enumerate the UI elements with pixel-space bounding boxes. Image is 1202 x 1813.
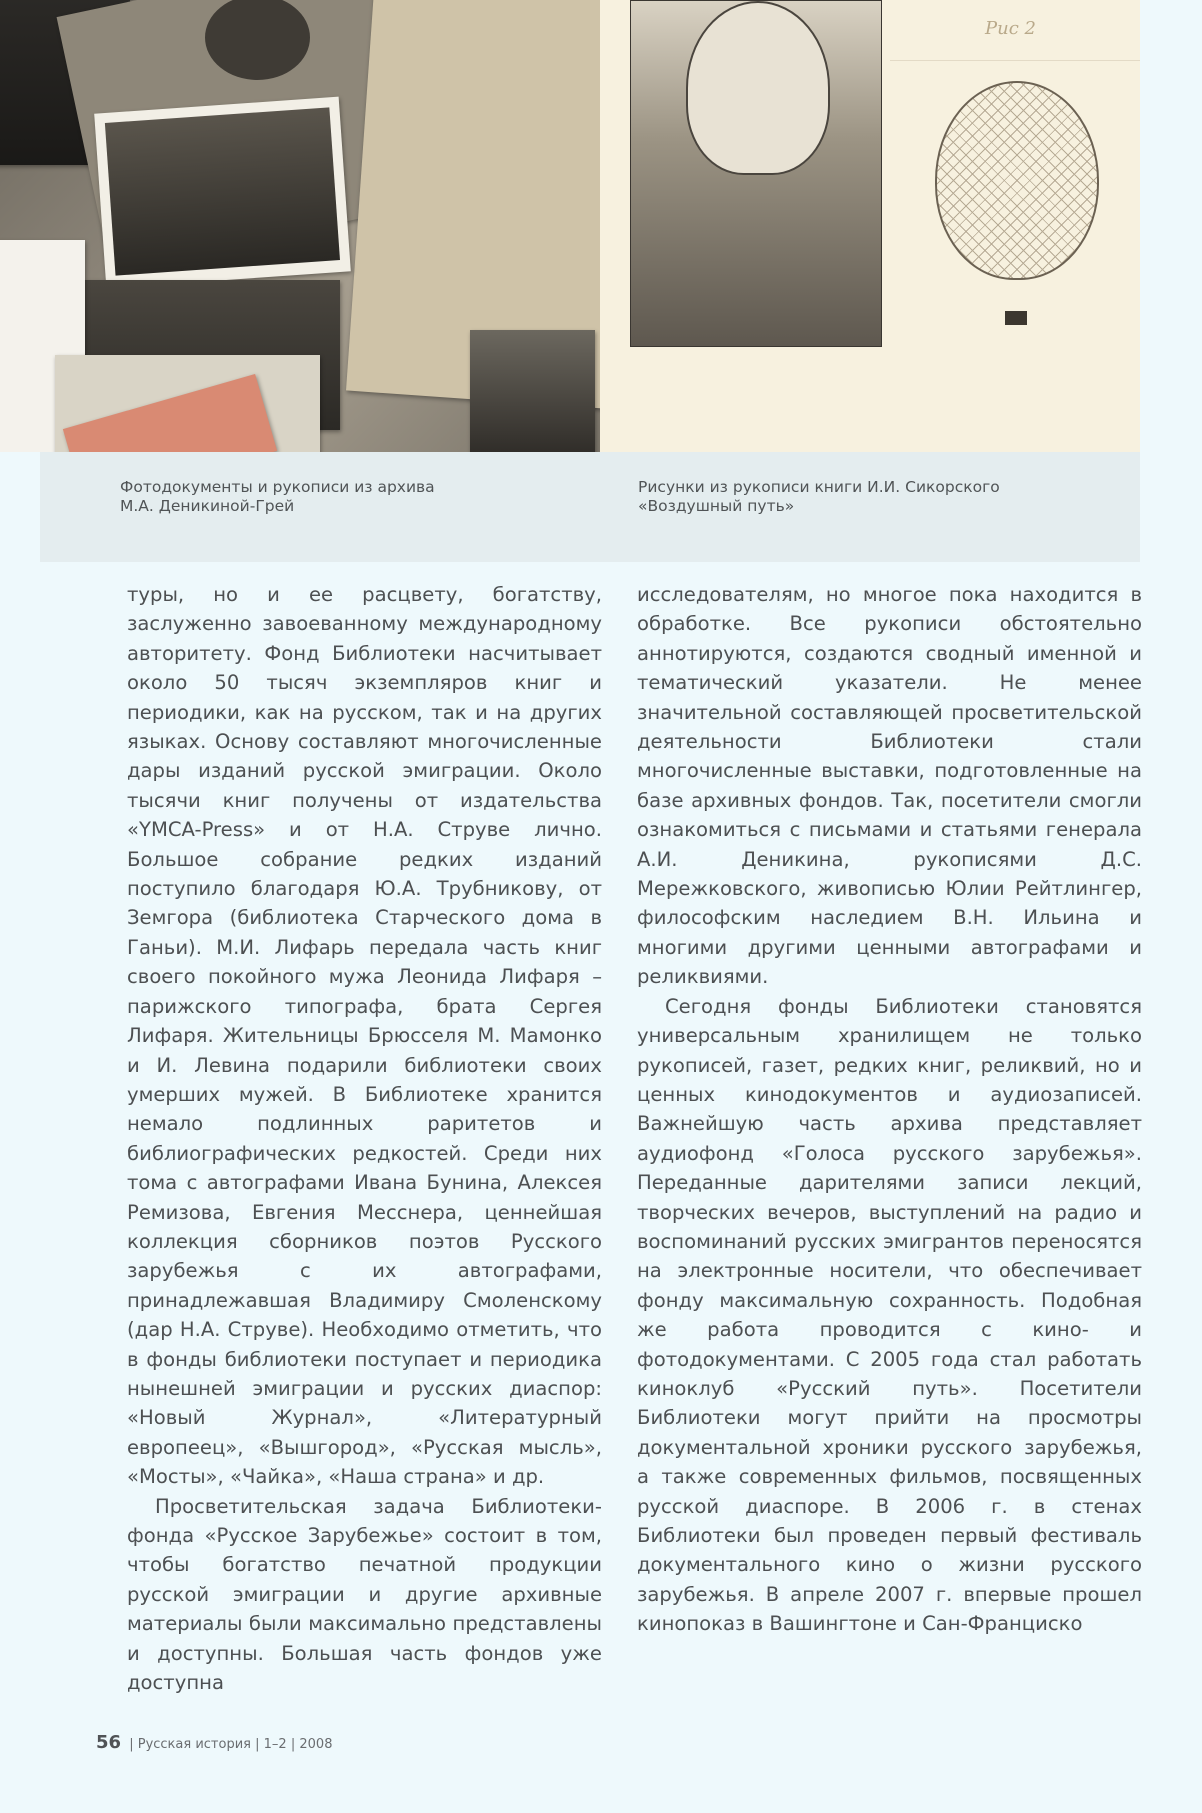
officer-photo [470, 330, 595, 452]
caption-right [638, 478, 1098, 516]
paragraph: Сегодня фонды Библиотеки становятся универсальным хранилищем не только рукописей, газет, редких книг, реликвий, но и ценных кинодокументов и аудиозаписей. Важнейшую часть архива представляет аудиофонд «Голоса русского зарубежья». Переданные дарителями записи лекций, творческих вечеров, выступлений на радио и воспоминаний русских эмигрантов переносятся на электронные носители, что обеспечивает фонду максимальную сохранность. Подобная же работа проводится с кино- и фотодокументами. С 2005 года стал работать киноклуб «Русский путь». Посетители Библиотеки могут прийти на просмотры документальной хроники русского зарубежья, а также современных фильмов, посвященных русской диаспоре. В 2006 г. в стенах Библиотеки был проведен первый фестиваль документального кино о жизни русского зарубежья. В апреле 2007 г. впервые прошел кинопоказ в Вашингтоне и Сан-Франциско [637, 994, 1142, 1636]
caption-line: Рисунки из рукописи книги И.И. Сикорского [638, 478, 1000, 496]
caption-line: М.А. Деникиной-Грей [120, 497, 295, 515]
caption-left [120, 478, 540, 516]
balloon-drawings [600, 0, 1140, 452]
handwritten-label-fig2: Рис 2 [985, 18, 1036, 39]
paragraph: Просветительская задача Библиотеки-фонда «Русское Зарубежье» состоит в том, чтобы богатство печатной продукции русской эмиграции и другие архивные материалы были максимально представлены и доступны. Большая часть фондов уже доступна [127, 1494, 602, 1695]
balloon-sketch-frame [890, 60, 1140, 341]
archive-photo-collage [0, 0, 600, 452]
issue-year: 2008 [299, 1737, 333, 1752]
footer-separator: | [290, 1737, 296, 1752]
footer-separator: | [255, 1737, 260, 1752]
caption-line: «Воздушный путь» [638, 497, 795, 515]
balloon-basket [1005, 311, 1027, 325]
issue-number: 1–2 [263, 1737, 287, 1752]
article-column-right [637, 580, 1142, 1639]
paragraph: исследователям, но многое пока находится в обработке. Все рукописи обстоятельно аннотируются, создаются сводный именной и тематический указатели. Не менее значительной составляющей просветительской деятельности Библиотеки стали многочисленные выставки, подготовленные на базе архивных фондов. Так, посетители смогли ознакомиться с письмами и статьями генерала А.И. Деникина, рукописями Д.С. Мережковского, живописью Юлии Рейтлингер, философским наследием В.Н. Ильина и многими другими ценными автографами и реликвиями. [637, 583, 1142, 989]
engraved-balloon [686, 1, 830, 175]
montgolfier-engraving [630, 0, 882, 347]
group-photo-crowd [94, 97, 351, 289]
paragraph: туры, но и ее расцвету, богатству, заслуженно завоеванному международному авторитету. Фонд Библиотеки насчитывает около 50 тысяч экземпляров книг и периодики, как на русском, так и на других языках. Основу составляют многочисленные дары изданий русской эмиграции. Около тысячи книг получены от издательства «YMCA-Press» и от Н.А. Струве лично. Большое собрание редких изданий поступило благодаря Ю.А. Трубникову, от Земгора (библиотека Старческого дома в Ганьи). М.И. Лифарь передала часть книг своего покойного мужа Леонида Лифаря – парижского типографа, брата Сергея Лифаря. Жительницы Брюсселя М. Мамонко и И. Левина подарили библиотеки своих умерших мужей. В Библиотеке хранится немало подлинных раритетов и библиографических редкостей. Среди них тома с автографами Ивана Бунина, Алексея Ремизова, Евгения Месснера, ценнейшая коллекция сборников поэтов Русского зарубежья с их автографами, принадлежавшая Владимиру Смоленскому (дар Н.А. Струве). Необходимо отметить, что в фонды библиотеки поступает и периодика нынешней эмиграции и русских диаспор: «Новый Журнал», «Литературный европеец», «Вышгород», «Русская мысль», «Мосты», «Чайка», «Наша страна» и др. [127, 583, 602, 1489]
caption-line: Фотодокументы и рукописи из архива [120, 478, 435, 496]
footer-separator: | [129, 1737, 134, 1752]
netted-balloon [935, 81, 1099, 280]
page-number: 56 [96, 1732, 122, 1753]
page-footer [96, 1732, 332, 1753]
article-column-left [127, 580, 602, 1697]
magazine-title: Русская история [137, 1737, 251, 1752]
